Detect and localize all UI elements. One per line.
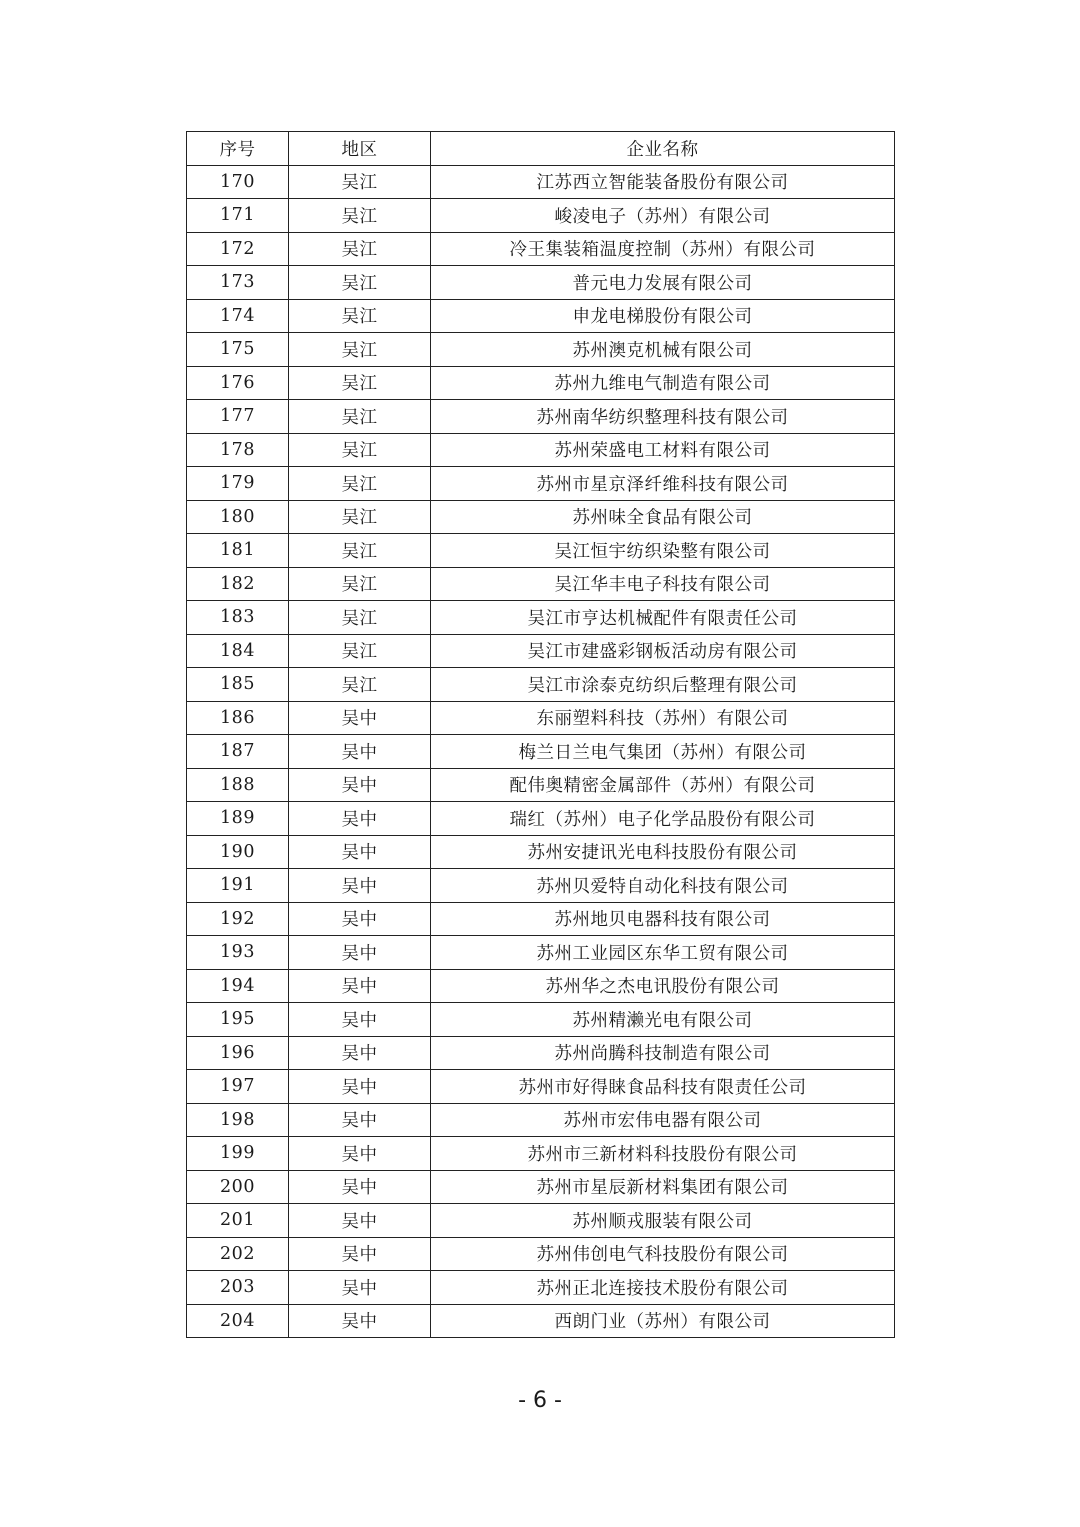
table-row [187, 802, 895, 836]
cell-no: 192 [187, 902, 289, 936]
cell-no: 176 [187, 366, 289, 400]
cell-region: 吴中 [289, 869, 431, 903]
table-row [187, 1036, 895, 1070]
cell-region: 吴中 [289, 768, 431, 802]
cell-company-name: 配伟奥精密金属部件（苏州）有限公司 [431, 768, 895, 802]
table-row [187, 333, 895, 367]
cell-no: 177 [187, 400, 289, 434]
company-table [186, 131, 895, 1338]
cell-no: 191 [187, 869, 289, 903]
cell-company-name: 苏州工业园区东华工贸有限公司 [431, 936, 895, 970]
cell-no: 183 [187, 601, 289, 635]
cell-company-name: 苏州精濑光电有限公司 [431, 1003, 895, 1037]
cell-no: 175 [187, 333, 289, 367]
table-row [187, 266, 895, 300]
cell-company-name: 苏州安捷讯光电科技股份有限公司 [431, 835, 895, 869]
cell-region: 吴江 [289, 668, 431, 702]
cell-company-name: 苏州市宏伟电器有限公司 [431, 1103, 895, 1137]
cell-region: 吴中 [289, 1070, 431, 1104]
cell-region: 吴中 [289, 1204, 431, 1238]
cell-region: 吴中 [289, 835, 431, 869]
table-row [187, 1237, 895, 1271]
table-row [187, 534, 895, 568]
table-row [187, 467, 895, 501]
cell-company-name: 吴江市亨达机械配件有限责任公司 [431, 601, 895, 635]
cell-region: 吴江 [289, 232, 431, 266]
cell-region: 吴中 [289, 1103, 431, 1137]
cell-no: 188 [187, 768, 289, 802]
cell-company-name: 吴江市建盛彩钢板活动房有限公司 [431, 634, 895, 668]
table-row [187, 1070, 895, 1104]
table-row [187, 1271, 895, 1305]
table-row [187, 1304, 895, 1338]
table-row [187, 1204, 895, 1238]
cell-region: 吴江 [289, 433, 431, 467]
cell-company-name: 西朗门业（苏州）有限公司 [431, 1304, 895, 1338]
table-row [187, 433, 895, 467]
cell-no: 197 [187, 1070, 289, 1104]
cell-no: 184 [187, 634, 289, 668]
table-row [187, 936, 895, 970]
table-row [187, 567, 895, 601]
cell-no: 185 [187, 668, 289, 702]
cell-region: 吴江 [289, 567, 431, 601]
cell-company-name: 苏州澳克机械有限公司 [431, 333, 895, 367]
header-no: 序号 [187, 132, 289, 166]
cell-no: 193 [187, 936, 289, 970]
cell-company-name: 苏州南华纺织整理科技有限公司 [431, 400, 895, 434]
table-row [187, 1170, 895, 1204]
table-row [187, 1103, 895, 1137]
cell-region: 吴江 [289, 333, 431, 367]
cell-region: 吴中 [289, 1237, 431, 1271]
table-row [187, 400, 895, 434]
cell-company-name: 申龙电梯股份有限公司 [431, 299, 895, 333]
cell-no: 190 [187, 835, 289, 869]
cell-region: 吴中 [289, 802, 431, 836]
cell-region: 吴江 [289, 467, 431, 501]
cell-no: 179 [187, 467, 289, 501]
cell-no: 199 [187, 1137, 289, 1171]
cell-company-name: 苏州华之杰电讯股份有限公司 [431, 969, 895, 1003]
cell-company-name: 苏州荣盛电工材料有限公司 [431, 433, 895, 467]
table-row [187, 634, 895, 668]
cell-company-name: 梅兰日兰电气集团（苏州）有限公司 [431, 735, 895, 769]
table-row [187, 1003, 895, 1037]
cell-no: 203 [187, 1271, 289, 1305]
cell-region: 吴江 [289, 199, 431, 233]
cell-company-name: 苏州市星辰新材料集团有限公司 [431, 1170, 895, 1204]
table-row [187, 165, 895, 199]
cell-region: 吴中 [289, 936, 431, 970]
cell-region: 吴中 [289, 1170, 431, 1204]
table-row [187, 232, 895, 266]
table-row [187, 1137, 895, 1171]
table-row [187, 869, 895, 903]
cell-region: 吴中 [289, 1271, 431, 1305]
cell-company-name: 吴江华丰电子科技有限公司 [431, 567, 895, 601]
cell-no: 196 [187, 1036, 289, 1070]
cell-company-name: 吴江市涂泰克纺织后整理有限公司 [431, 668, 895, 702]
cell-region: 吴江 [289, 500, 431, 534]
cell-company-name: 苏州伟创电气科技股份有限公司 [431, 1237, 895, 1271]
cell-no: 201 [187, 1204, 289, 1238]
cell-no: 172 [187, 232, 289, 266]
cell-region: 吴江 [289, 299, 431, 333]
cell-region: 吴中 [289, 735, 431, 769]
cell-region: 吴江 [289, 266, 431, 300]
cell-company-name: 峻凌电子（苏州）有限公司 [431, 199, 895, 233]
table-row [187, 768, 895, 802]
cell-company-name: 苏州顺戎服装有限公司 [431, 1204, 895, 1238]
cell-no: 195 [187, 1003, 289, 1037]
cell-no: 173 [187, 266, 289, 300]
cell-company-name: 苏州贝爱特自动化科技有限公司 [431, 869, 895, 903]
header-region: 地区 [289, 132, 431, 166]
table-row [187, 701, 895, 735]
cell-region: 吴江 [289, 400, 431, 434]
cell-company-name: 苏州正北连接技术股份有限公司 [431, 1271, 895, 1305]
cell-region: 吴江 [289, 534, 431, 568]
cell-region: 吴江 [289, 634, 431, 668]
table-body [187, 165, 895, 1338]
cell-company-name: 苏州市星京泽纤维科技有限公司 [431, 467, 895, 501]
cell-no: 204 [187, 1304, 289, 1338]
cell-no: 194 [187, 969, 289, 1003]
cell-no: 174 [187, 299, 289, 333]
cell-no: 202 [187, 1237, 289, 1271]
table-row [187, 735, 895, 769]
header-row [187, 132, 895, 166]
table-row [187, 668, 895, 702]
page-number: - 6 - [518, 1388, 562, 1413]
cell-no: 180 [187, 500, 289, 534]
cell-region: 吴中 [289, 1036, 431, 1070]
cell-no: 170 [187, 165, 289, 199]
cell-region: 吴中 [289, 1304, 431, 1338]
cell-region: 吴江 [289, 165, 431, 199]
cell-no: 171 [187, 199, 289, 233]
cell-company-name: 吴江恒宇纺织染整有限公司 [431, 534, 895, 568]
cell-region: 吴中 [289, 1003, 431, 1037]
cell-company-name: 苏州市三新材料科技股份有限公司 [431, 1137, 895, 1171]
cell-region: 吴中 [289, 969, 431, 1003]
table-row [187, 366, 895, 400]
cell-company-name: 普元电力发展有限公司 [431, 266, 895, 300]
cell-region: 吴中 [289, 1137, 431, 1171]
table-row [187, 969, 895, 1003]
cell-company-name: 东丽塑料科技（苏州）有限公司 [431, 701, 895, 735]
cell-company-name: 苏州九维电气制造有限公司 [431, 366, 895, 400]
cell-company-name: 苏州味全食品有限公司 [431, 500, 895, 534]
cell-no: 178 [187, 433, 289, 467]
cell-no: 187 [187, 735, 289, 769]
cell-no: 181 [187, 534, 289, 568]
cell-company-name: 江苏西立智能装备股份有限公司 [431, 165, 895, 199]
table-row [187, 299, 895, 333]
cell-no: 200 [187, 1170, 289, 1204]
cell-region: 吴中 [289, 902, 431, 936]
cell-region: 吴江 [289, 601, 431, 635]
cell-company-name: 苏州尚腾科技制造有限公司 [431, 1036, 895, 1070]
cell-no: 189 [187, 802, 289, 836]
table-row [187, 199, 895, 233]
cell-region: 吴中 [289, 701, 431, 735]
cell-company-name: 苏州地贝电器科技有限公司 [431, 902, 895, 936]
cell-no: 186 [187, 701, 289, 735]
table-row [187, 500, 895, 534]
table-header [187, 132, 895, 166]
table-row [187, 835, 895, 869]
cell-region: 吴江 [289, 366, 431, 400]
cell-company-name: 瑞红（苏州）电子化学品股份有限公司 [431, 802, 895, 836]
table-row [187, 601, 895, 635]
cell-no: 198 [187, 1103, 289, 1137]
cell-company-name: 苏州市好得睐食品科技有限责任公司 [431, 1070, 895, 1104]
table-row [187, 902, 895, 936]
header-name: 企业名称 [431, 132, 895, 166]
cell-no: 182 [187, 567, 289, 601]
cell-company-name: 冷王集装箱温度控制（苏州）有限公司 [431, 232, 895, 266]
